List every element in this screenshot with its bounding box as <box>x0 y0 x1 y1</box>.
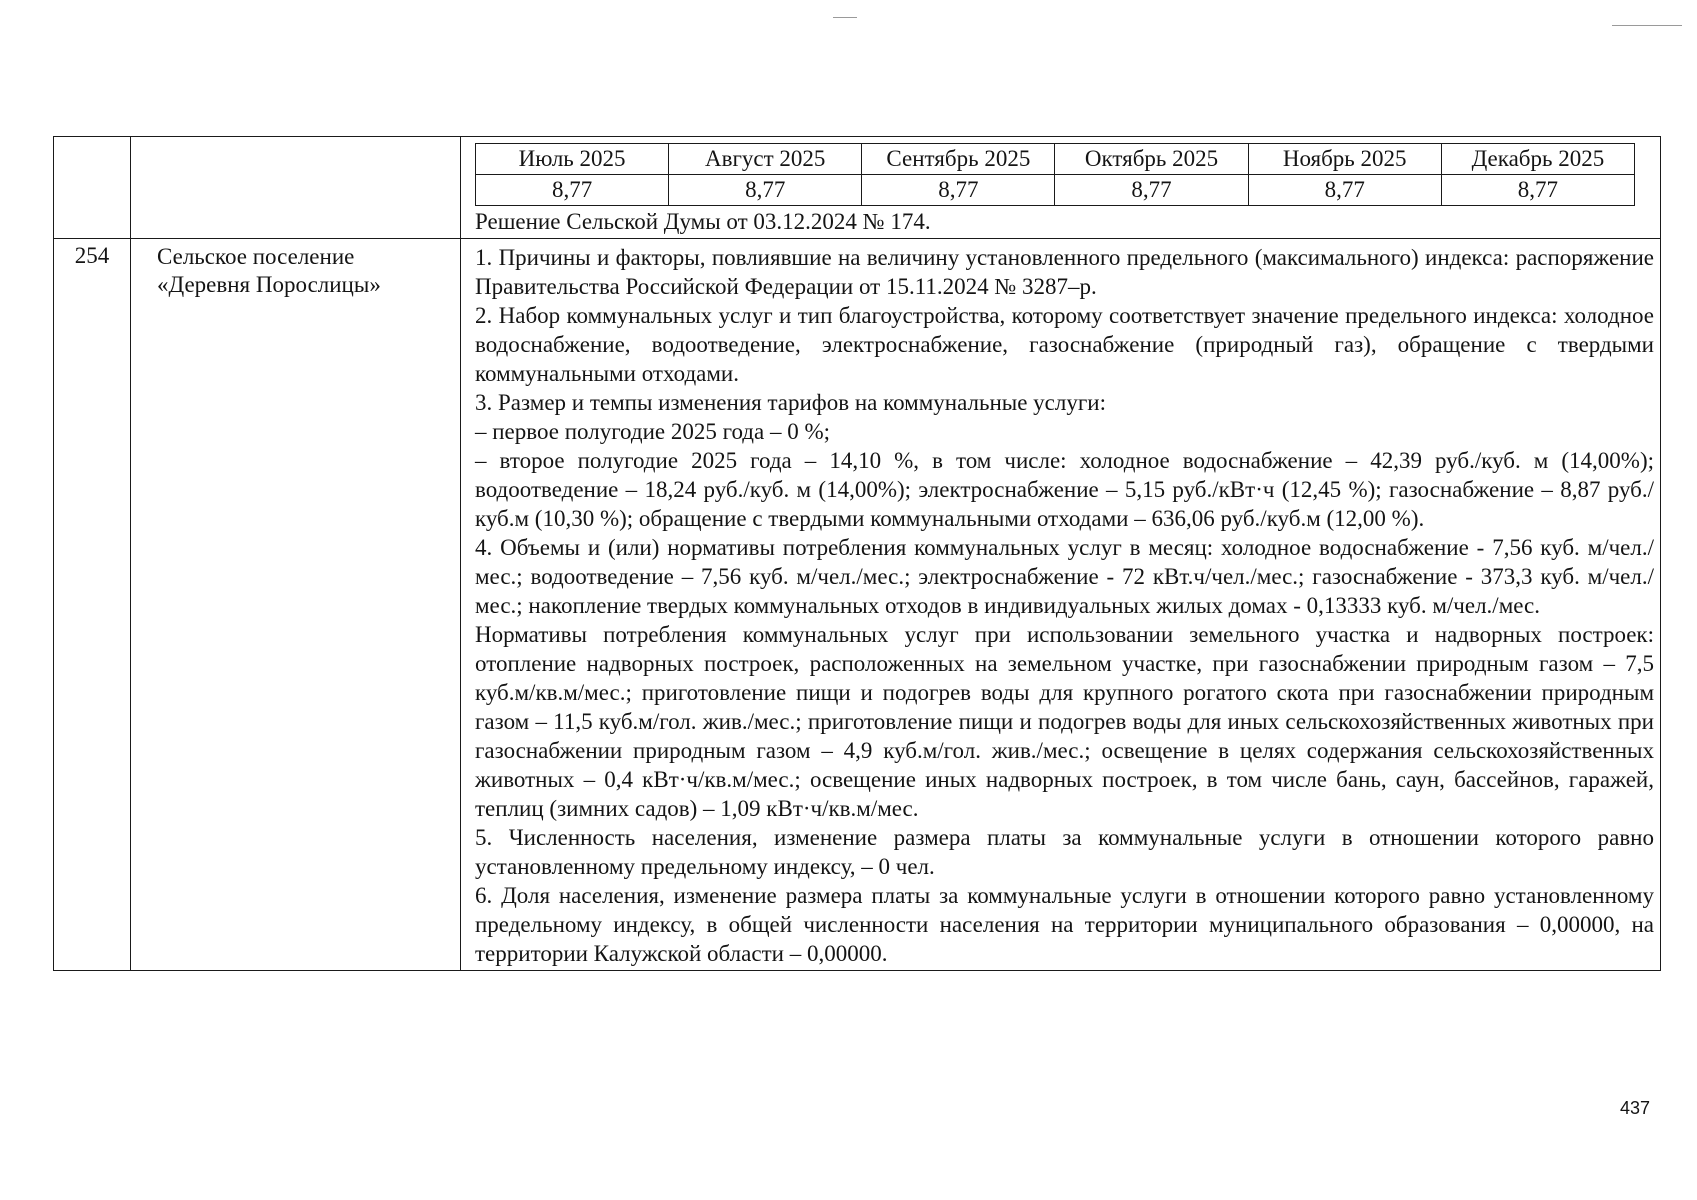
month-header: Декабрь 2025 <box>1441 144 1634 175</box>
detail-paragraph: – второе полугодие 2025 года – 14,10 %, в том числе: холодное водоснабжение – 42,39 руб./куб. м (14,00%); водоотведение – 18,24 руб./куб. м (14,00%); электроснабжение – 5,15 руб./кВт·ч (12,45 %); газоснабжение – 8,87 руб./куб.м (10,30 %); обращение с твердыми коммунальными отходами – 636,06 руб./куб.м (12,00 %). <box>475 448 1654 531</box>
entry-number: 254 <box>54 239 131 971</box>
municipality-name-cell <box>131 239 461 971</box>
index-value: 8,77 <box>1248 175 1441 206</box>
page-number: 437 <box>1620 1098 1651 1118</box>
monthly-index-cell <box>461 137 1661 239</box>
detail-paragraph: Нормативы потребления коммунальных услуг при использовании земельного участка и надворных построек: отопление надворных построек, расположенных на земельном участке, при газоснабжении природным газом – 7,5 куб.м/кв.м/мес.; приготовление пищи и подогрев воды для крупного рогатого скота при газоснабжении природным газом – 11,5 куб.м/гол. жив./мес.; приготовление пищи и подогрев воды для иных сельскохозяйственных животных при газоснабжении природным газом – 4,9 куб.м/гол. жив./мес.; освещение в целях содержания сельскохозяйственных животных – 0,4 кВт·ч/кв.м/мес.; освещение иных надворных построек, в том числе бань, саун, бассейнов, гаражей, теплиц (зимних садов) – 1,09 кВт·ч/кв.м/мес. <box>475 622 1654 821</box>
monthly-index-table <box>475 143 1635 206</box>
month-header: Октябрь 2025 <box>1055 144 1248 175</box>
entry-details-cell <box>461 239 1661 971</box>
index-value: 8,77 <box>862 175 1055 206</box>
month-header: Июль 2025 <box>476 144 669 175</box>
month-header: Август 2025 <box>669 144 862 175</box>
table-row-254 <box>54 239 1661 971</box>
index-value: 8,77 <box>1055 175 1248 206</box>
month-header: Сентябрь 2025 <box>862 144 1055 175</box>
municipality-name-line: Сельское поселение <box>157 244 355 269</box>
detail-paragraph: 6. Доля населения, изменение размера платы за коммунальные услуги в отношении которого равно установленному предельному индексу, в общей численности населения на территории муниципального образования – 0,00000, на территории Калужской области – 0,00000. <box>475 883 1654 966</box>
scan-mark <box>1612 25 1682 26</box>
table-row-continuation <box>54 137 1661 239</box>
decision-reference: Решение Сельской Думы от 03.12.2024 № 174. <box>475 209 931 234</box>
detail-paragraph: 5. Численность населения, изменение размера платы за коммунальные услуги в отношении которого равно установленному предельному индексу, – 0 чел. <box>475 825 1654 879</box>
number-cell-empty <box>54 137 131 239</box>
month-header: Ноябрь 2025 <box>1248 144 1441 175</box>
index-value: 8,77 <box>669 175 862 206</box>
index-value: 8,77 <box>1441 175 1634 206</box>
detail-paragraph: 4. Объемы и (или) нормативы потребления коммунальных услуг в месяц: холодное водоснабжение - 7,56 куб. м/чел./мес.; водоотведение – 7,56 куб. м/чел./мес.; электроснабжение - 72 кВт.ч/чел./мес.; газоснабжение - 373,3 куб. м/чел./мес.; накопление твердых коммунальных отходов в индивидуальных жилых домах - 0,13333 куб. м/чел./мес. <box>475 535 1654 618</box>
scan-mark <box>833 17 857 18</box>
name-cell-empty <box>131 137 461 239</box>
municipality-name-line: «Деревня Порослицы» <box>157 272 381 297</box>
index-value: 8,77 <box>476 175 669 206</box>
month-value-row <box>476 175 1635 206</box>
tariff-table <box>53 136 1661 971</box>
detail-paragraph: 1. Причины и факторы, повлиявшие на величину установленного предельного (максимального) индекса: распоряжение Правительства Российской Федерации от 15.11.2024 № 3287–р. <box>475 245 1654 299</box>
detail-paragraph: 3. Размер и темпы изменения тарифов на коммунальные услуги: <box>475 390 1106 415</box>
detail-paragraph: – первое полугодие 2025 года – 0 %; <box>475 419 831 444</box>
month-header-row <box>476 144 1635 175</box>
detail-paragraph: 2. Набор коммунальных услуг и тип благоустройства, которому соответствует значение предельного индекса: холодное водоснабжение, водоотведение, электроснабжение, газоснабжение (природный газ), обращение с твердыми коммунальными отходами. <box>475 303 1654 386</box>
